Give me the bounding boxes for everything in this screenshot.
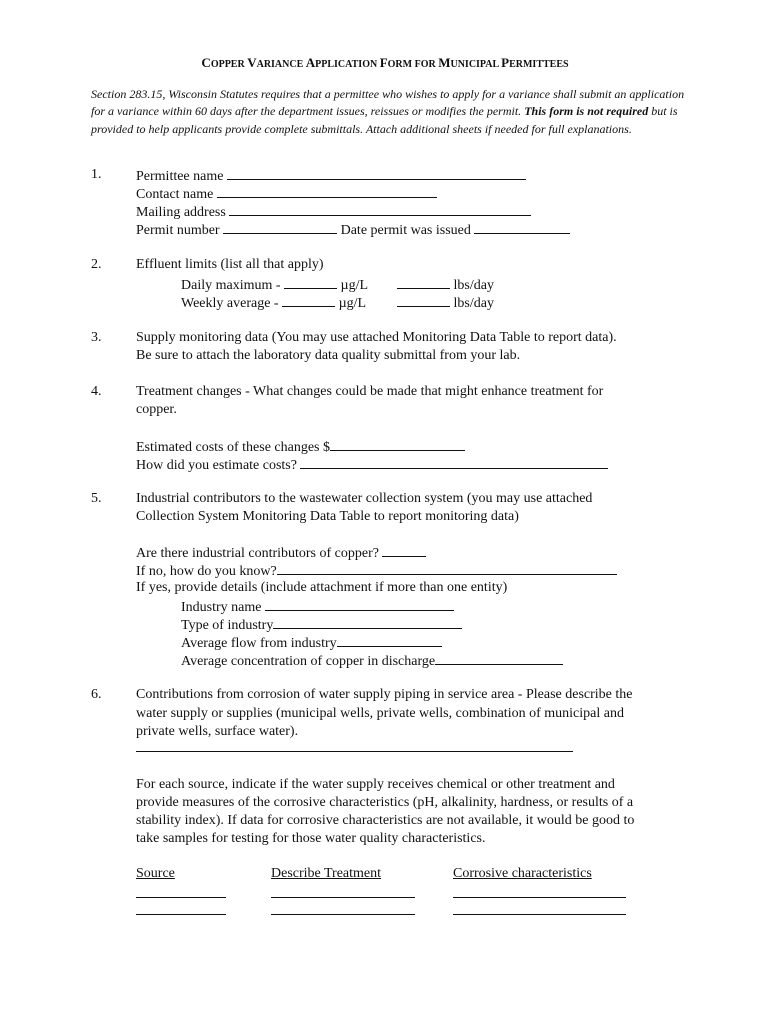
treatment-paragraph-line-3: stability index). If data for corrosive characteristics are not available, it would be good to bbox=[136, 813, 635, 828]
section-1-number: 1. bbox=[91, 167, 102, 182]
estimated-costs-field[interactable] bbox=[330, 437, 465, 451]
how-do-you-know-field[interactable] bbox=[277, 561, 617, 575]
monitoring-data-line-1: Supply monitoring data (You may use attached Monitoring Data Table to report data). bbox=[136, 330, 617, 345]
permittee-name-field[interactable] bbox=[227, 166, 526, 180]
weekly-avg-ugl-field[interactable] bbox=[282, 293, 335, 307]
permit-number-row: Permit number Date permit was issued bbox=[136, 220, 570, 239]
average-flow-row: Average flow from industry bbox=[181, 633, 442, 652]
permit-number-field[interactable] bbox=[223, 220, 337, 234]
form-title: COPPER VARIANCE APPLICATION FORM FOR MUNICIPAL PERMITTEES bbox=[201, 55, 569, 70]
industry-type-field[interactable] bbox=[273, 615, 462, 629]
column-header-corrosive: Corrosive characteristics bbox=[453, 866, 592, 881]
treatment-changes-line-2: copper. bbox=[136, 402, 177, 417]
column-header-treatment: Describe Treatment bbox=[271, 866, 382, 881]
section-5-number: 5. bbox=[91, 491, 102, 506]
mailing-address-field[interactable] bbox=[229, 202, 531, 216]
average-concentration-field[interactable] bbox=[435, 651, 563, 665]
date-issued-field[interactable] bbox=[474, 220, 570, 234]
section-2-number: 2. bbox=[91, 257, 102, 272]
monitoring-data-line-2: Be sure to attach the laboratory data quality submittal from your lab. bbox=[136, 348, 521, 363]
daily-maximum-lbs-row: lbs/day bbox=[397, 275, 494, 294]
treatment-paragraph-line-2: provide measures of the corrosive characteristics (pH, alkalinity, hardness, or results of a bbox=[136, 795, 634, 810]
average-concentration-row: Average concentration of copper in discharge bbox=[181, 651, 563, 670]
not-required-emphasis: This form is not required bbox=[524, 104, 649, 119]
average-flow-field[interactable] bbox=[337, 633, 442, 647]
section-3-number: 3. bbox=[91, 330, 102, 345]
estimated-costs-row: Estimated costs of these changes $ bbox=[136, 437, 465, 456]
daily-maximum-row: Daily maximum - µg/L bbox=[181, 275, 368, 294]
contact-name-field[interactable] bbox=[217, 184, 437, 198]
source-field-1[interactable] bbox=[136, 897, 226, 898]
weekly-avg-lbs-field[interactable] bbox=[397, 293, 450, 307]
industry-name-field[interactable] bbox=[265, 597, 454, 611]
industry-type-row: Type of industry bbox=[181, 615, 462, 634]
section-6-number: 6. bbox=[91, 687, 102, 702]
how-do-you-know-row: If no, how do you know? bbox=[136, 561, 617, 580]
corrosion-line-2: water supply or supplies (municipal wells, private wells, combination of municipal and bbox=[136, 706, 624, 721]
weekly-average-lbs-row: lbs/day bbox=[397, 293, 494, 312]
intro-paragraph: Section 283.15, Wisconsin Statutes requires that a permittee who wishes to apply for a variance shall submit an application for a variance within 60 days after the department issues, reissues or modifies the permit. This form is not required but is provided to help applicants provide complete submittals. Attach additional sheets if needed for full explanations. bbox=[91, 87, 685, 136]
corrosion-line-1: Contributions from corrosion of water supply piping in service area - Please describe the bbox=[136, 687, 633, 702]
treatment-field-2[interactable] bbox=[271, 914, 415, 915]
treatment-changes-line-1: Treatment changes - What changes could be made that might enhance treatment for bbox=[136, 384, 604, 399]
industry-name-row: Industry name bbox=[181, 597, 454, 616]
industrial-contributors-question: Are there industrial contributors of copper? bbox=[136, 543, 426, 562]
industrial-contributors-line-2: Collection System Monitoring Data Table to report monitoring data) bbox=[136, 509, 519, 524]
corrosive-field-2[interactable] bbox=[453, 914, 626, 915]
treatment-paragraph-line-1: For each source, indicate if the water supply receives chemical or other treatment and bbox=[136, 777, 615, 792]
treatment-paragraph-line-4: take samples for testing for those water quality characteristics. bbox=[136, 831, 486, 846]
column-header-source: Source bbox=[136, 866, 175, 881]
section-4-number: 4. bbox=[91, 384, 102, 399]
water-supply-description-field[interactable] bbox=[136, 751, 573, 752]
corrosion-line-3: private wells, surface water). bbox=[136, 724, 299, 739]
daily-max-ugl-field[interactable] bbox=[284, 275, 337, 289]
effluent-limits-heading: Effluent limits (list all that apply) bbox=[136, 257, 324, 272]
industrial-contributors-line-1: Industrial contributors to the wastewater collection system (you may use attached bbox=[136, 491, 593, 506]
contributors-answer-field[interactable] bbox=[382, 543, 426, 557]
permittee-name-row: Permittee name bbox=[136, 166, 526, 185]
treatment-field-1[interactable] bbox=[271, 897, 415, 898]
contact-name-row: Contact name bbox=[136, 184, 437, 203]
mailing-address-row: Mailing address bbox=[136, 202, 531, 221]
corrosive-field-1[interactable] bbox=[453, 897, 626, 898]
estimate-method-row: How did you estimate costs? bbox=[136, 455, 608, 474]
provide-details-line: If yes, provide details (include attachment if more than one entity) bbox=[136, 580, 508, 595]
weekly-average-row: Weekly average - µg/L bbox=[181, 293, 366, 312]
source-field-2[interactable] bbox=[136, 914, 226, 915]
daily-max-lbs-field[interactable] bbox=[397, 275, 450, 289]
estimate-method-field[interactable] bbox=[300, 455, 608, 469]
